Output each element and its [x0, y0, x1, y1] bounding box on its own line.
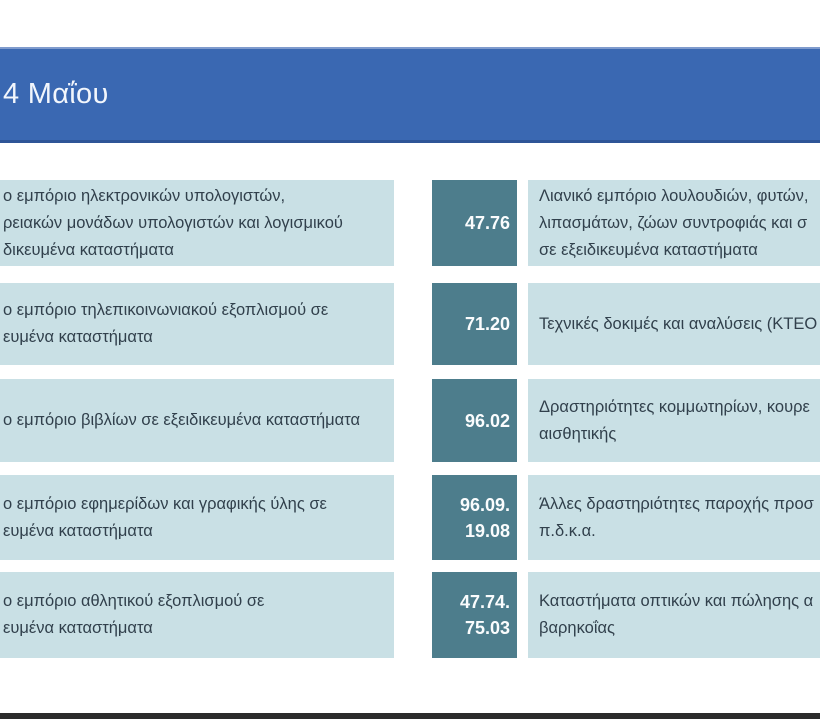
text-line: Καταστήματα οπτικών και πώλησης α: [539, 592, 814, 610]
activity-left-cell: [0, 572, 394, 658]
activity-left-cell: [0, 180, 394, 266]
nace-code-cell: [432, 572, 517, 658]
text-line: Δραστηριότητες κομμωτηρίων, κουρε: [539, 397, 810, 416]
code-line: 75.03: [464, 618, 510, 638]
text-line: ο εμπόριο βιβλίων σε εξειδικευμένα καταστήματα: [3, 411, 361, 429]
category-row: [0, 475, 820, 560]
text-line: λιπασμάτων, ζώων συντροφιάς και σ: [539, 213, 808, 232]
code-line: 71.20: [464, 314, 510, 334]
text-line: δικευμένα καταστήματα: [3, 240, 174, 259]
activity-right-cell: [528, 475, 820, 560]
nace-code-cell: [432, 475, 517, 560]
text-line: Λιανικό εμπόριο λουλουδιών, φυτών,: [539, 186, 809, 205]
activity-left-cell: [0, 475, 394, 560]
activity-right-cell: [528, 379, 820, 462]
code-line: 47.76: [464, 213, 510, 233]
text-line: π.δ.κ.α.: [539, 521, 596, 540]
code-line: 47.74.: [459, 592, 510, 612]
text-line: ευμένα καταστήματα: [3, 521, 153, 540]
nace-code-cell: [432, 180, 517, 266]
nace-code-cell: [432, 379, 517, 462]
text-line: ο εμπόριο ηλεκτρονικών υπολογιστών,: [3, 186, 286, 205]
text-line: ρειακών μονάδων υπολογιστών και λογισμικού: [3, 213, 343, 232]
code-line: 96.09.: [459, 494, 510, 515]
text-line: ευμένα καταστήματα: [3, 328, 153, 346]
category-row: [0, 572, 820, 658]
text-line: βαρηκοΐας: [539, 619, 615, 637]
text-line: ο εμπόριο τηλεπικοινωνιακού εξοπλισμού σε: [3, 301, 329, 319]
activity-right-cell: [528, 572, 820, 658]
code-line: 19.08: [464, 520, 510, 541]
activity-left-cell: [0, 283, 394, 365]
bottom-bar: [0, 713, 820, 719]
text-line: σε εξειδικευμένα καταστήματα: [539, 240, 758, 259]
text-line: Τεχνικές δοκιμές και αναλύσεις (ΚΤΕΟ: [539, 314, 818, 333]
header-banner: [0, 47, 820, 143]
activity-right-cell: [528, 283, 820, 365]
text-line: Άλλες δραστηριότητες παροχής προσ: [539, 494, 814, 513]
activity-left-cell: [0, 379, 394, 462]
text-line: αισθητικής: [539, 424, 617, 443]
code-line: 96.02: [464, 410, 510, 431]
category-row: [0, 283, 820, 365]
text-line: ο εμπόριο εφημερίδων και γραφικής ύλης σε: [3, 494, 327, 513]
category-row: [0, 379, 820, 462]
text-line: ο εμπόριο αθλητικού εξοπλισμού σε: [3, 592, 265, 610]
text-line: ευμένα καταστήματα: [3, 619, 153, 637]
activity-right-cell: [528, 180, 820, 266]
page-title: 4 Μαΐου: [3, 78, 109, 110]
category-row: [0, 180, 820, 266]
nace-code-cell: [432, 283, 517, 365]
